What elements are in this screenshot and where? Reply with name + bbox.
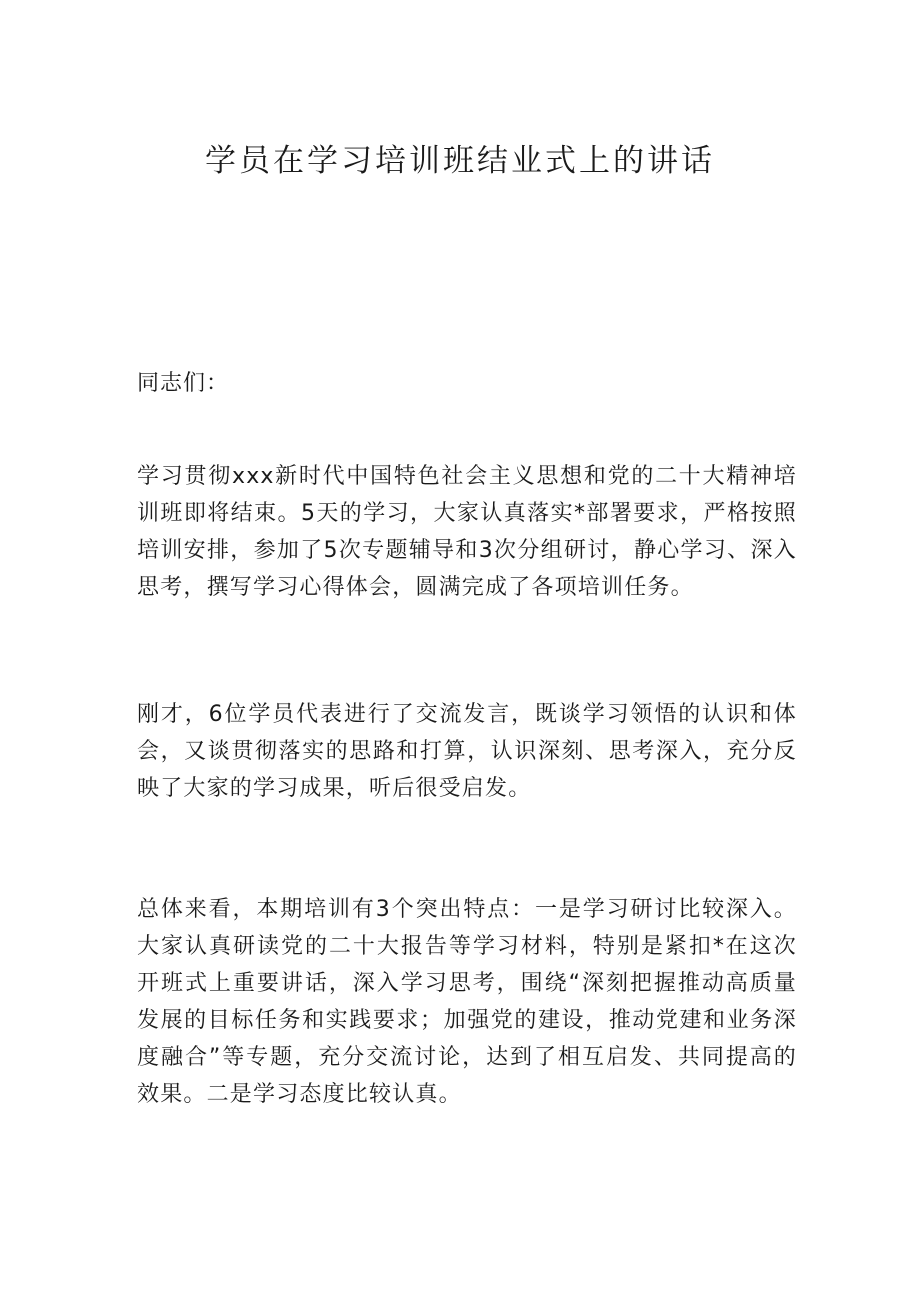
paragraph-3: 总体来看，本期培训有3个突出特点：一是学习研讨比较深入。大家认真研读党的二十大报告等学习材料，特别是紧扣*在这次开班式上重要讲话，深入学习思考，围绕“深刻把握推动高质量发展的目标任务和实践要求；加强党的建设，推动党建和业务深度融合”等专题，充分交流讨论，达到了相互启发、共同提高的效果。二是学习态度比较认真。 xyxy=(137,897,797,1107)
document-title: 学员在学习培训班结业式上的讲话 xyxy=(205,143,715,179)
paragraph-2: 刚才，6位学员代表进行了交流发言，既谈学习领悟的认识和体会，又谈贯彻落实的思路和打算，认识深刻、思考深入，充分反映了大家的学习成果，听后很受启发。 xyxy=(137,702,797,801)
paragraph-1: 学习贯彻xxx新时代中国特色社会主义思想和党的二十大精神培训班即将结束。5天的学习，大家认真落实*部署要求，严格按照培训安排，参加了5次专题辅导和3次分组研讨，静心学习、深入思考，撰写学习心得体会，圆满完成了各项培训任务。 xyxy=(137,464,797,600)
salutation: 同志们： xyxy=(137,371,230,396)
